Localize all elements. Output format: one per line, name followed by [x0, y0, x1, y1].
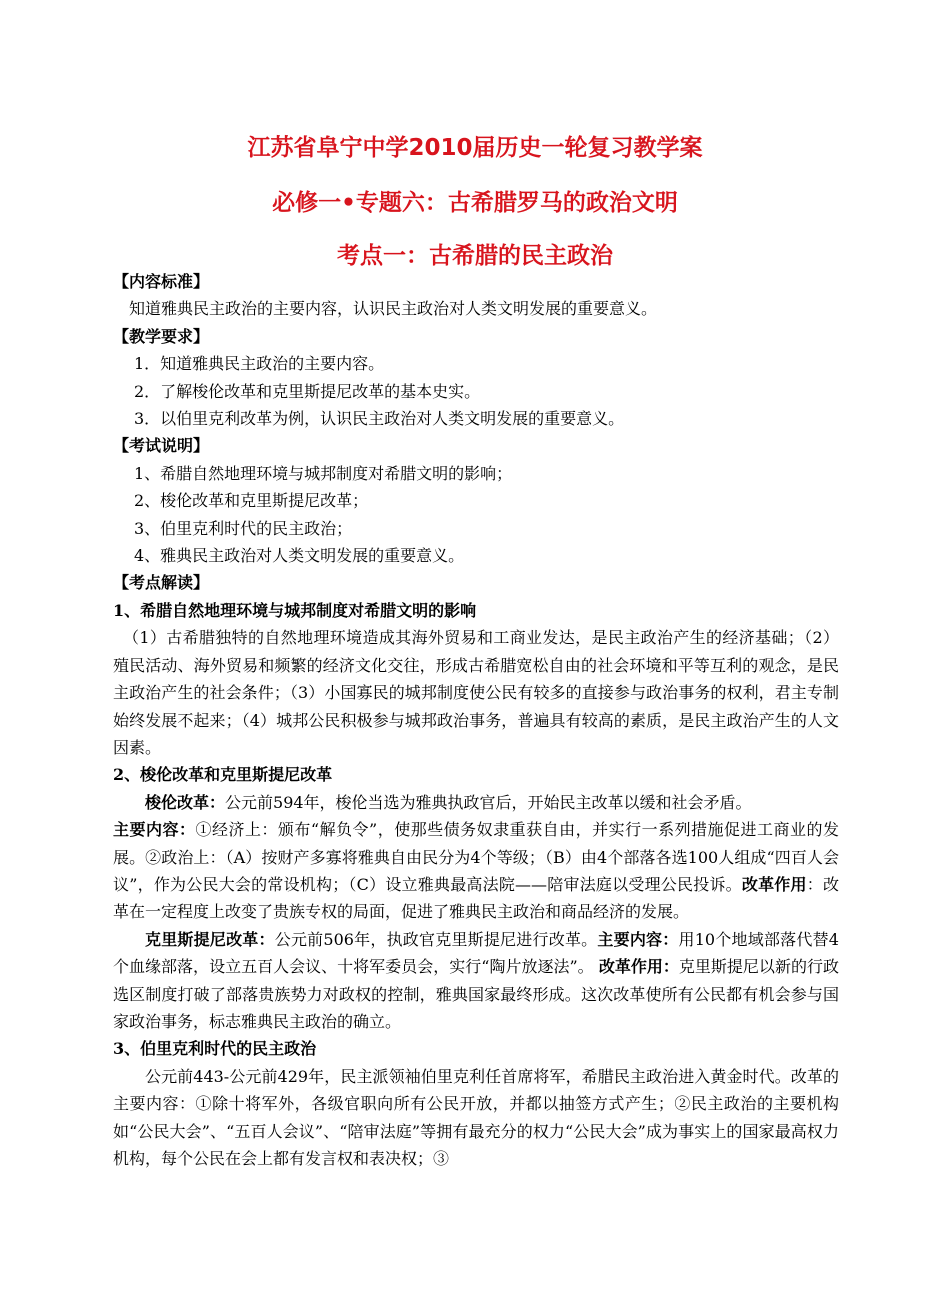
- section-2-title: 2、梭伦改革和克里斯提尼改革: [113, 765, 333, 785]
- cleisthenes-content-label: 主要内容：: [597, 929, 679, 949]
- solon-text: 公元前594年，梭伦当选为雅典执政官后，开始民主改革以缓和社会矛盾。: [225, 792, 752, 812]
- cleisthenes-paragraph: [113, 926, 839, 1036]
- solon-content-text: ①经济上：颁布“解负令”，使那些债务奴隶重获自由，并实行一系列措施促进工商业的发展。②政治上：（A）按财产多寡将雅典自由民分为4个等级；（B）由4个部落各选100人组成“四百人会议”，作为公民大会的常设机构；（C）设立雅典最高法院——陪审法庭以受理公民投诉。: [113, 820, 839, 894]
- section-1-text: （1）古希腊独特的自然地理环境造成其海外贸易和工商业发达，是民主政治产生的经济基础；（2）殖民活动、海外贸易和频繁的经济文化交往，形成古希腊宽松自由的社会环境和平等互利的观念，是民主政治产生的社会条件；（3）小国寡民的城邦制度使公民有较多的直接参与政治事务的权利，君主专制始终发展不起来；（4）城邦公民积极参与城邦政治事务，普遍具有较高的素质，是民主政治产生的人文因素。: [113, 628, 839, 757]
- solon-content-label: 主要内容：: [113, 820, 196, 840]
- module-title: 必修一•专题六：古希腊罗马的政治文明: [272, 190, 678, 216]
- list-item: 2、梭伦改革和克里斯提尼改革；: [134, 491, 369, 511]
- interpretation-heading: 【考点解读】: [113, 573, 210, 593]
- cleisthenes-effect-text: 克里斯提尼以新的行政选区制度打破了部落贵族势力对政权的控制，雅典国家最终形成。这次改革使所有公民都有机会参与国家政治事务，标志雅典民主政治的确立。: [113, 957, 839, 1031]
- section-3-text: 公元前443-公元前429年，民主派领袖伯里克利任首席将军，希腊民主政治进入黄金时代。改革的主要内容：①除十将军外，各级官职向所有公民开放，并都以抽签方式产生；②民主政治的主要机构如“公民大会”、“五百人会议”、“陪审法庭”等拥有最充分的权力“公民大会”成为事实上的国家最高权力机构，每个公民在会上都有发言权和表决权；③: [113, 1066, 839, 1168]
- list-item: 1．知道雅典民主政治的主要内容。: [134, 354, 385, 374]
- solon-effect-text: ：改革在一定程度上改变了贵族专权的局面，促进了雅典民主政治和商品经济的发展。: [113, 874, 839, 922]
- content-standard-heading: 【内容标准】: [113, 272, 210, 291]
- cleisthenes-content-text: 用10个地域部落代替4个血缘部落，设立五百人会议、十将军委员会，实行“陶片放逐法”。: [113, 929, 839, 977]
- exam-notes-heading: 【考试说明】: [113, 436, 210, 456]
- list-item: 2．了解梭伦改革和克里斯提尼改革的基本史实。: [134, 381, 481, 401]
- list-item: 3．以伯里克利改革为例，认识民主政治对人类文明发展的重要意义。: [134, 409, 625, 429]
- solon-paragraph: [113, 789, 839, 816]
- document-body: [113, 268, 839, 1172]
- topic-title: 考点一：古希腊的民主政治: [337, 243, 613, 269]
- cleisthenes-effect-label: 改革作用：: [598, 957, 679, 977]
- section-1-title: 1、希腊自然地理环境与城邦制度对希腊文明的影响: [113, 600, 477, 620]
- section-3-title: 3、伯里克利时代的民主政治: [113, 1039, 317, 1059]
- teaching-requirements-heading: 【教学要求】: [113, 326, 210, 346]
- list-item: 1、希腊自然地理环境与城邦制度对希腊文明的影响；: [134, 463, 513, 483]
- list-item: 4、雅典民主政治对人类文明发展的重要意义。: [134, 546, 465, 566]
- solon-label: 梭伦改革：: [145, 792, 226, 812]
- solon-effect-label: 改革作用: [741, 874, 807, 894]
- list-item: 3、伯里克利时代的民主政治；: [134, 518, 353, 538]
- content-standard-text: 知道雅典民主政治的主要内容，认识民主政治对人类文明发展的重要意义。: [129, 299, 658, 319]
- cleisthenes-label: 克里斯提尼改革：: [145, 929, 275, 949]
- solon-content-paragraph: [113, 816, 839, 926]
- cleisthenes-text: 公元前506年，执政官克里斯提尼进行改革。: [274, 929, 598, 949]
- document-title: 江苏省阜宁中学2010届历史一轮复习教学案: [247, 135, 703, 161]
